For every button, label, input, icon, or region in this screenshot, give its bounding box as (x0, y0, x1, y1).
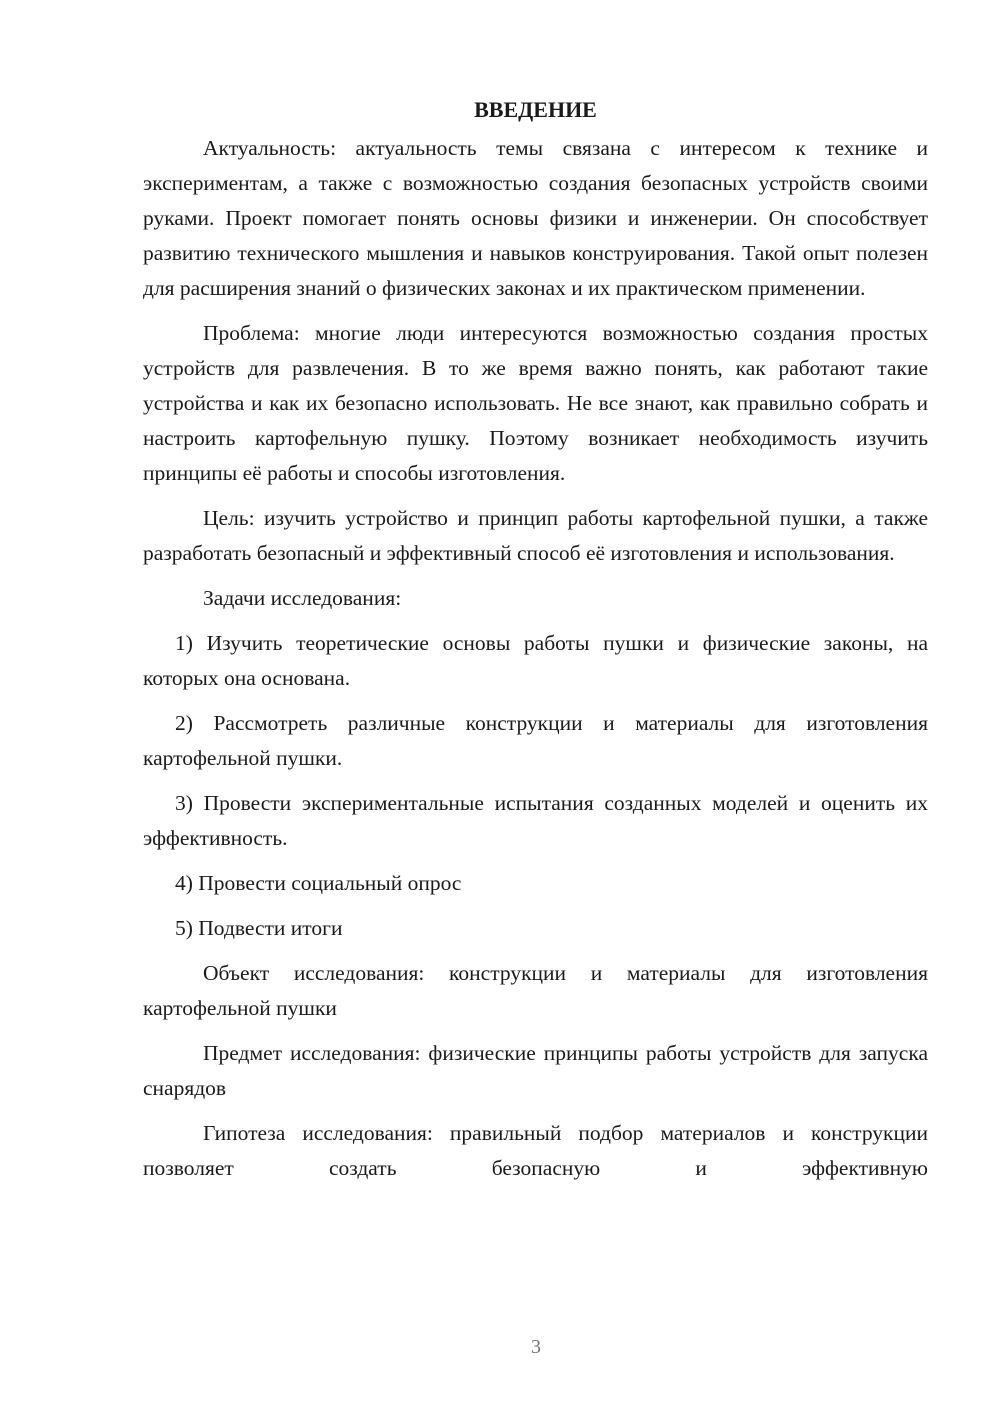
task-item-2: 2) Рассмотреть различные конструкции и материалы для изготовления картофельной пушки. (143, 711, 928, 770)
goal-paragraph: Цель: изучить устройство и принцип работы картофельной пушки, а также разработать безопасный и эффективный способ её изготовления и использования. (143, 506, 928, 565)
task-item-4: 4) Провести социальный опрос (175, 871, 462, 895)
subject-paragraph: Предмет исследования: физические принципы работы устройств для запуска снарядов (143, 1041, 928, 1100)
relevance-paragraph: Актуальность: актуальность темы связана с интересом к технике и экспериментам, а также с возможностью создания безопасных устройств своими руками. Проект помогает понять основы физики и инженерии. Он способствует развитию технического мышления и навыков конструирования. Такой опыт полезен для расширения знаний о физических законах и их практическом применении. (143, 136, 928, 300)
document-page (143, 95, 928, 1196)
hypothesis-paragraph: Гипотеза исследования: правильный подбор материалов и конструкции позволяет создать безопасную и эффективную (143, 1121, 928, 1180)
section-title: ВВЕДЕНИЕ (474, 97, 597, 122)
problem-paragraph: Проблема: многие люди интересуются возможностью создания простых устройств для развлечения. В то же время важно понять, как работают такие устройства и как их безопасно использовать. Не все знают, как правильно собрать и настроить картофельную пушку. Поэтому возникает необходимость изучить принципы её работы и способы изготовления. (143, 321, 928, 485)
task-item-1: 1) Изучить теоретические основы работы пушки и физические законы, на которых она основана. (143, 631, 928, 690)
object-paragraph: Объект исследования: конструкции и материалы для изготовления картофельной пушки (143, 961, 928, 1020)
page-number: 3 (531, 1336, 541, 1358)
task-item-3: 3) Провести экспериментальные испытания созданных моделей и оценить их эффективность. (143, 791, 928, 850)
tasks-heading: Задачи исследования: (203, 586, 402, 610)
task-item-5: 5) Подвести итоги (175, 916, 343, 940)
